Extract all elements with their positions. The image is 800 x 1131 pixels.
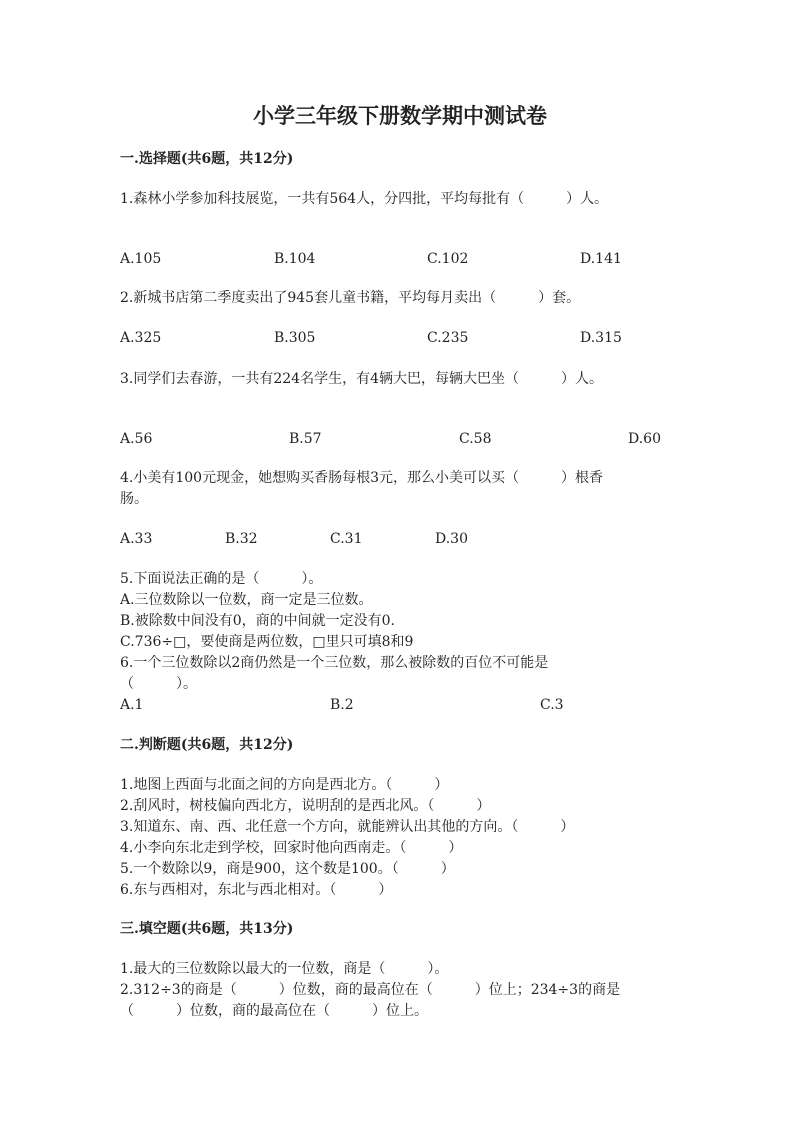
- page-title: 小学三年级下册数学期中测试卷: [253, 103, 547, 128]
- question-text: 1.森林小学参加科技展览，一共有564人，分四批，平均每批有（ ）人。: [120, 191, 609, 207]
- list-item: 1.最大的三位数除以最大的一位数，商是（ ）。: [120, 961, 449, 977]
- option-a: A.1: [120, 697, 144, 713]
- question-text-cont: （ ）。: [120, 676, 197, 692]
- list-item: 3.知道东、南、西、北任意一个方向，就能辨认出其他的方向。（ ）: [120, 819, 575, 835]
- list-item: 2.刮风时，树枝偏向西北方，说明刮的是西北风。（ ）: [120, 798, 491, 814]
- question-text-cont: 肠。: [120, 491, 148, 507]
- option-a: A.325: [120, 330, 162, 346]
- option-c: C.3: [540, 697, 564, 713]
- question-text: 5.下面说法正确的是（ ）。: [120, 571, 323, 587]
- option-b: B.57: [289, 431, 322, 447]
- option-c: C.58: [459, 431, 492, 447]
- option-b: B.2: [330, 697, 354, 713]
- option-c: C.102: [427, 251, 469, 267]
- list-item: 2.312÷3的商是（ ）位数，商的最高位在（ ）位上；234÷3的商是: [120, 982, 621, 998]
- section-heading-fill-blank: 三.填空题(共6题，共13分): [120, 921, 294, 937]
- option-a: A.33: [120, 531, 153, 547]
- list-item: 5.一个数除以9，商是900，这个数是100。（ ）: [120, 861, 455, 877]
- option-b: B.32: [225, 531, 258, 547]
- option-a: A.105: [120, 251, 162, 267]
- question-text: 6.一个三位数除以2商仍然是一个三位数，那么被除数的百位不可能是: [120, 655, 549, 671]
- option-d: D.141: [580, 251, 622, 267]
- option-a: A.三位数除以一位数，商一定是三位数。: [120, 592, 373, 608]
- section-heading-choice: 一.选择题(共6题，共12分): [120, 151, 294, 167]
- option-b: B.104: [274, 251, 316, 267]
- option-c: C.736÷□，要使商是两位数，□里只可填8和9: [120, 634, 414, 650]
- option-c: C.31: [330, 531, 363, 547]
- question-text: 3.同学们去春游，一共有224名学生，有4辆大巴，每辆大巴坐（ ）人。: [120, 371, 603, 387]
- list-item: 4.小李向东北走到学校，回家时他向西南走。（ ）: [120, 840, 463, 856]
- section-heading-judgement: 二.判断题(共6题，共12分): [120, 737, 294, 753]
- option-c: C.235: [427, 330, 469, 346]
- list-item-cont: （ ）位数，商的最高位在（ ）位上。: [120, 1003, 428, 1019]
- option-d: D.30: [435, 531, 468, 547]
- question-text: 4.小美有100元现金，她想购买香肠每根3元，那么小美可以买（ ）根香: [120, 470, 603, 486]
- option-d: D.315: [580, 330, 622, 346]
- option-b: B.305: [274, 330, 316, 346]
- question-text: 2.新城书店第二季度卖出了945套儿童书籍，平均每月卖出（ ）套。: [120, 290, 581, 306]
- list-item: 1.地图上西面与北面之间的方向是西北方。（ ）: [120, 777, 449, 793]
- option-d: D.60: [628, 431, 661, 447]
- list-item: 6.东与西相对，东北与西北相对。（ ）: [120, 882, 393, 898]
- option-a: A.56: [120, 431, 153, 447]
- option-b: B.被除数中间没有0，商的中间就一定没有0.: [120, 613, 396, 629]
